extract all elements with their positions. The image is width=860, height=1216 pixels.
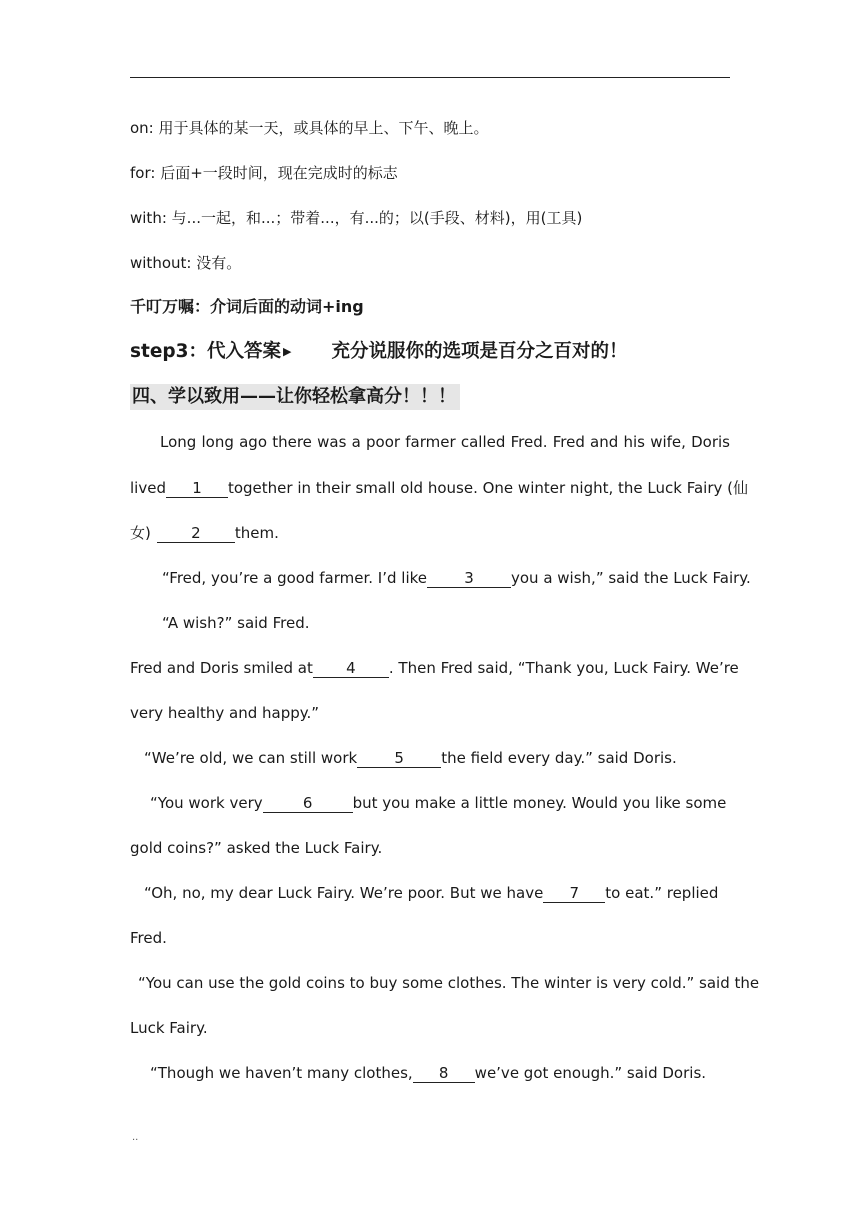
story-text: 女) bbox=[130, 524, 151, 542]
story-line bbox=[130, 477, 748, 499]
answer-blank-6: 6 bbox=[263, 794, 353, 813]
answer-blank-4: 4 bbox=[313, 659, 389, 678]
header-rule bbox=[130, 77, 730, 78]
story-line: gold coins?” asked the Luck Fairy. bbox=[130, 839, 383, 857]
answer-blank-5: 5 bbox=[357, 749, 441, 768]
step3-text: 充分说服你的选项是百分之百对的！ bbox=[331, 341, 628, 362]
preposition-with bbox=[130, 207, 730, 229]
story-text: lived bbox=[130, 479, 166, 497]
preposition-meaning: 后面+一段时间，现在完成时的标志 bbox=[160, 164, 398, 182]
answer-blank-7: 7 bbox=[543, 884, 605, 903]
step3-label: step3：代入答案 bbox=[130, 341, 282, 362]
answer-blank-3: 3 bbox=[427, 569, 511, 588]
story-line bbox=[150, 792, 750, 814]
story-text: “Fred, you’re a good farmer. I’d like bbox=[162, 569, 427, 587]
preposition-meaning: 用于具体的某一天，或具体的早上、下午、晚上。 bbox=[158, 119, 489, 137]
story-line: “You can use the gold coins to buy some clothes. The winter is very cold.” said the bbox=[138, 974, 760, 992]
story-line: Luck Fairy. bbox=[130, 1019, 208, 1037]
story-text: “You work very bbox=[150, 794, 263, 812]
answer-blank-1: 1 bbox=[166, 479, 228, 498]
story-line bbox=[144, 882, 744, 904]
story-text: to eat.” replied bbox=[605, 884, 719, 902]
preposition-meaning: 没有。 bbox=[196, 254, 242, 272]
preposition-word: without: bbox=[130, 254, 192, 272]
story-text: “Though we haven’t many clothes, bbox=[150, 1064, 413, 1082]
story-text: “We’re old, we can still work bbox=[144, 749, 358, 767]
preposition-word: for: bbox=[130, 164, 156, 182]
story-line bbox=[144, 747, 744, 769]
preposition-on bbox=[130, 117, 730, 139]
story-text: the field every day.” said Doris. bbox=[441, 749, 677, 767]
story-line bbox=[162, 567, 762, 589]
story-line: very healthy and happy.” bbox=[130, 704, 320, 722]
story-line bbox=[150, 1062, 750, 1084]
step3-heading bbox=[130, 341, 730, 363]
preposition-for bbox=[130, 162, 730, 184]
answer-blank-2: 2 bbox=[157, 524, 235, 543]
story-text: . Then Fred said, “Thank you, Luck Fairy. We’re bbox=[388, 659, 739, 677]
section-heading-row bbox=[130, 384, 730, 414]
answer-blank-8: 8 bbox=[413, 1064, 475, 1083]
story-line: Long long ago there was a poor farmer called Fred. Fred and his wife, Doris bbox=[160, 433, 730, 451]
story-text: you a wish,” said the Luck Fairy. bbox=[511, 569, 751, 587]
story-line bbox=[130, 522, 730, 544]
story-text: together in their small old house. One winter night, the Luck Fairy (仙 bbox=[227, 479, 748, 497]
story-text: we’ve got enough.” said Doris. bbox=[474, 1064, 707, 1082]
story-text: Fred and Doris smiled at bbox=[130, 659, 313, 677]
footer-mark: .. bbox=[132, 1132, 139, 1143]
preposition-meaning: 与...一起，和...；带着...，有...的；以(手段、材料)，用(工具) bbox=[171, 209, 583, 227]
preposition-without bbox=[130, 252, 730, 274]
story-line: Fred. bbox=[130, 929, 167, 947]
story-text: but you make a little money. Would you like some bbox=[352, 794, 727, 812]
section-title: 四、学以致用——让你轻松拿高分！！！ bbox=[130, 384, 460, 410]
story-line bbox=[130, 657, 739, 679]
story-line: “A wish?” said Fred. bbox=[162, 614, 310, 632]
preposition-word: with: bbox=[130, 209, 167, 227]
story-text: them. bbox=[234, 524, 279, 542]
story-text: “Oh, no, my dear Luck Fairy. We’re poor. But we have bbox=[144, 884, 544, 902]
preposition-word: on: bbox=[130, 119, 154, 137]
arrow-right-icon: ▶ bbox=[283, 345, 292, 358]
tip-line: 千叮万嘱：介词后面的动词+ing bbox=[130, 297, 364, 316]
